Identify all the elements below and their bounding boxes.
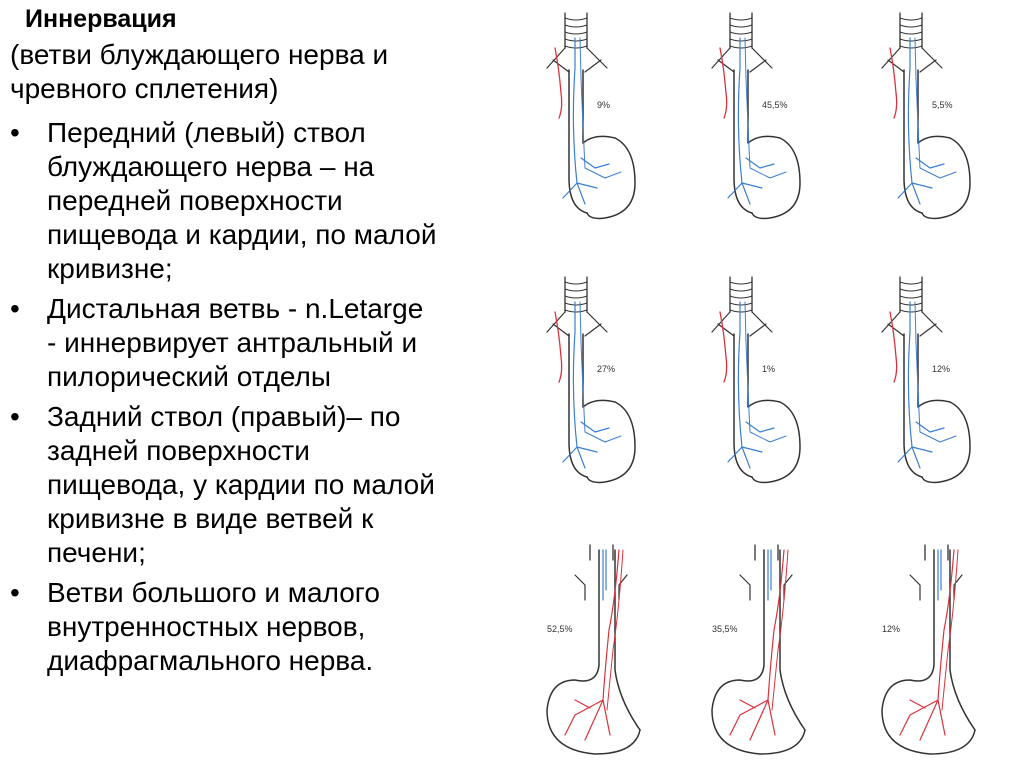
vagus-nerve-path bbox=[768, 550, 771, 600]
trachea-outline bbox=[565, 277, 587, 312]
trachea-outline bbox=[900, 13, 922, 48]
esophagus-stomach-left-outline bbox=[882, 550, 975, 754]
diagram-canvas bbox=[525, 0, 1024, 767]
trachea-ring bbox=[730, 296, 752, 298]
subtitle-line-1: (ветви блуждающего нерва и bbox=[10, 39, 389, 70]
trachea-ring bbox=[565, 296, 587, 298]
trachea-ring bbox=[565, 310, 587, 312]
percentage-label: 9% bbox=[597, 100, 611, 110]
vagus-nerve-path bbox=[938, 550, 941, 600]
diagram-panel bbox=[882, 13, 970, 218]
sympathetic-nerve-path bbox=[730, 550, 784, 740]
percentage-label: 1% bbox=[762, 364, 776, 374]
sympathetic-nerve-path bbox=[900, 550, 954, 740]
trachea-ring bbox=[900, 310, 922, 312]
trachea-ring bbox=[900, 296, 922, 298]
bullet-text: Передний (левый) ствол блуждающего нерва – на передней поверхности пищевода и кардии, по малой кривизне; bbox=[47, 117, 437, 284]
stomach-outline bbox=[918, 334, 970, 482]
stomach-outline bbox=[918, 70, 970, 218]
percentage-label: 52,5% bbox=[547, 624, 573, 634]
esophagus-stomach-right-outline bbox=[615, 550, 640, 730]
trachea-ring bbox=[730, 46, 752, 48]
bullet-item bbox=[0, 292, 520, 394]
bullet-marker: • bbox=[10, 293, 20, 324]
trachea-outline bbox=[730, 13, 752, 48]
trachea-ring bbox=[565, 289, 587, 291]
bullet-list bbox=[0, 116, 520, 684]
trachea-ring bbox=[565, 32, 587, 34]
diagram-panel bbox=[712, 277, 800, 482]
trachea-ring bbox=[565, 46, 587, 48]
bullet-text: Ветви большого и малого внутренностных нервов, диафрагмального нерва. bbox=[47, 577, 380, 676]
diagram-panel bbox=[547, 13, 635, 218]
bullet-item bbox=[0, 576, 520, 678]
trachea-ring bbox=[565, 39, 587, 41]
bullet-marker: • bbox=[10, 117, 20, 148]
trachea-ring bbox=[565, 18, 587, 20]
esophagus-top-outline bbox=[590, 545, 613, 560]
trachea-ring bbox=[900, 303, 922, 305]
bullet-item bbox=[0, 400, 520, 570]
trachea-ring bbox=[730, 18, 752, 20]
trachea-ring bbox=[565, 303, 587, 305]
trachea-ring bbox=[730, 32, 752, 34]
esophagus-stomach-left-outline bbox=[712, 550, 805, 754]
trachea-outline bbox=[565, 13, 587, 48]
subtitle-line-2: чревного сплетения) bbox=[10, 73, 279, 104]
diagram-panel bbox=[882, 277, 970, 482]
percentage-label: 12% bbox=[932, 364, 951, 374]
trachea-ring bbox=[730, 39, 752, 41]
innervation-diagram-grid bbox=[525, 0, 1024, 767]
percentage-label: 27% bbox=[597, 364, 616, 374]
trachea-ring bbox=[900, 46, 922, 48]
trachea-ring bbox=[900, 39, 922, 41]
trachea-ring bbox=[730, 25, 752, 27]
slide-subtitle bbox=[10, 38, 388, 106]
bullet-marker: • bbox=[10, 577, 20, 608]
sympathetic-nerve-path bbox=[565, 550, 619, 740]
esophagus-top-outline bbox=[755, 545, 778, 560]
trachea-ring bbox=[730, 303, 752, 305]
bullet-text: Задний ствол (правый)– по задней поверхности пищевода, у кардии по малой кривизне в виде ветвей к печени; bbox=[47, 401, 435, 568]
percentage-label: 35,5% bbox=[712, 624, 738, 634]
trachea-ring bbox=[730, 289, 752, 291]
trachea-ring bbox=[900, 32, 922, 34]
esophagus-stomach-left-outline bbox=[547, 550, 640, 754]
stomach-outline bbox=[748, 70, 800, 218]
bullet-marker: • bbox=[10, 401, 20, 432]
diagram-panel bbox=[712, 545, 805, 754]
percentage-label: 12% bbox=[882, 624, 901, 634]
stomach-outline bbox=[583, 334, 635, 482]
trachea-ring bbox=[565, 25, 587, 27]
bullet-text: Дистальная ветвь - n.Letarge - иннервирует антральный и пилорический отделы bbox=[47, 293, 424, 392]
esophagus-top-outline bbox=[925, 545, 948, 560]
vagus-nerve-path bbox=[603, 550, 606, 600]
esophagus-stomach-right-outline bbox=[780, 550, 805, 730]
trachea-ring bbox=[900, 18, 922, 20]
bullet-item bbox=[0, 116, 520, 286]
percentage-label: 45,5% bbox=[762, 100, 788, 110]
diagram-panel bbox=[882, 545, 975, 754]
slide-title: Иннервация bbox=[25, 5, 177, 33]
stomach-outline bbox=[748, 334, 800, 482]
percentage-label: 5,5% bbox=[932, 100, 953, 110]
trachea-ring bbox=[730, 282, 752, 284]
diagram-panel bbox=[547, 545, 640, 754]
diagram-panel bbox=[547, 277, 635, 482]
trachea-outline bbox=[730, 277, 752, 312]
stomach-outline bbox=[583, 70, 635, 218]
trachea-outline bbox=[900, 277, 922, 312]
diagram-panel bbox=[712, 13, 800, 218]
trachea-ring bbox=[730, 310, 752, 312]
trachea-ring bbox=[900, 25, 922, 27]
trachea-ring bbox=[900, 289, 922, 291]
esophagus-stomach-right-outline bbox=[950, 550, 975, 730]
trachea-ring bbox=[900, 282, 922, 284]
trachea-ring bbox=[565, 282, 587, 284]
